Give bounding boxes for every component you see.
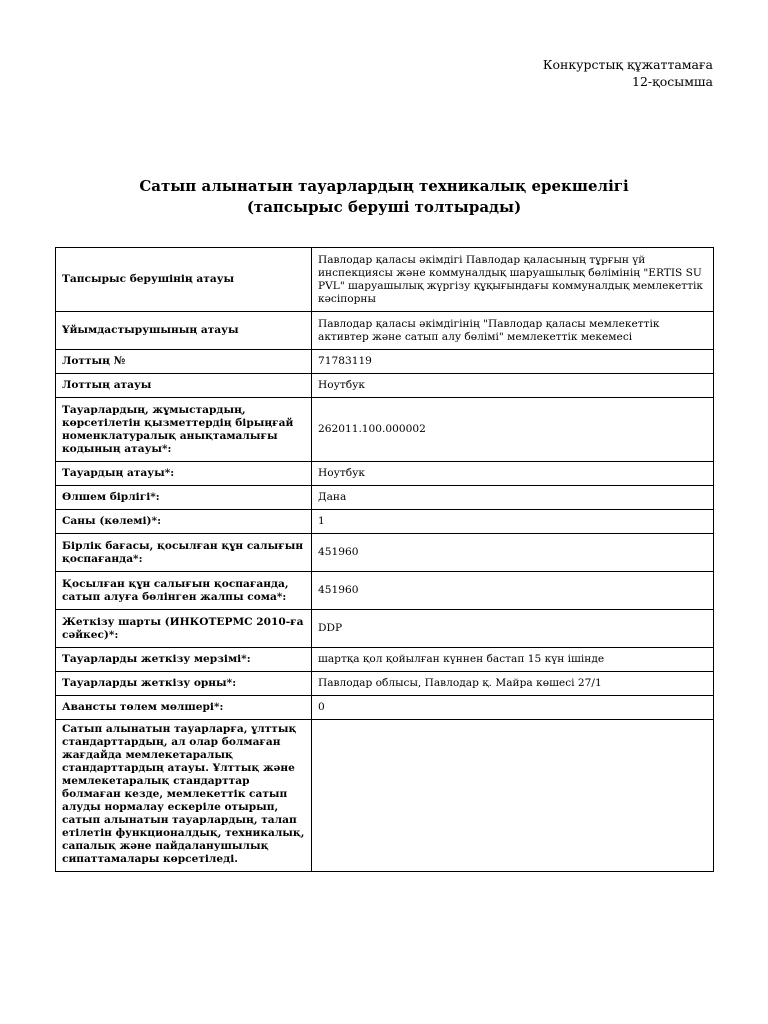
row-label: Саны (көлемі)*: [56, 510, 312, 534]
row-label: Бірлік бағасы, қосылған құн салығын қоспағанда*: [56, 534, 312, 572]
table-row [56, 350, 714, 374]
row-value: 1 [312, 510, 714, 534]
table-row [56, 572, 714, 610]
row-label: Тауардың атауы*: [56, 462, 312, 486]
row-label: Өлшем бірлігі*: [56, 486, 312, 510]
table-row [56, 462, 714, 486]
annex-line-1: Конкурстық құжаттамаға [542, 57, 713, 72]
table-row [56, 312, 714, 350]
row-label: Тауарлардың, жұмыстардың, көрсетілетін қызметтердің бірыңғай номенклатуралық анықтамалығы кодының атауы*: [56, 398, 312, 462]
row-value: Ноутбук [312, 374, 714, 398]
row-value: Дана [312, 486, 714, 510]
row-label: Тауарларды жеткізу орны*: [56, 672, 312, 696]
table-row [56, 486, 714, 510]
row-label: Сатып алынатын тауарларға, ұлттық стандарттардың, ал олар болмаған жағдайда мемлекетаралық стандарттардың атауы. Ұлттық және мемлекетаралық стандарттар болмаған кезде, мемлекеттік сатып алуды нормалау ескеріле отырып, сатып алынатын тауарлардың, талап етілетін функционалдық, техникалық, сапалық және пайдаланушылық сипаттамалары көрсетіледі. [56, 720, 312, 872]
document-title [0, 176, 768, 218]
annex-line-2: 12-қосымша [632, 74, 713, 89]
row-label: Авансты төлем мөлшері*: [56, 696, 312, 720]
table-row [56, 534, 714, 572]
table-row [56, 398, 714, 462]
title-line-2: (тапсырыс беруші толтырады) [246, 198, 522, 216]
table-row [56, 610, 714, 648]
row-value: 262011.100.000002 [312, 398, 714, 462]
row-value: Павлодар қаласы әкімдігінің "Павлодар қаласы мемлекеттік активтер және сатып алу бөлімі" мемлекеттік мекемесі [312, 312, 714, 350]
row-label: Ұйымдастырушының атауы [56, 312, 312, 350]
row-value: 0 [312, 696, 714, 720]
row-value: Павлодар қаласы әкімдігі Павлодар қаласының тұрғын үй инспекциясы және коммуналдық шаруашылық бөлімінің "ERTIS SU PVL" шаруашылық жүргізу құқығындағы коммуналдық мемлекеттік кәсіпорны [312, 248, 714, 312]
table-row [56, 696, 714, 720]
table-row [56, 374, 714, 398]
annex-note [543, 56, 713, 90]
table-row [56, 510, 714, 534]
row-value: Павлодар облысы, Павлодар қ. Майра көшесі 27/1 [312, 672, 714, 696]
row-label: Лоттың № [56, 350, 312, 374]
row-value: 451960 [312, 572, 714, 610]
row-value: DDP [312, 610, 714, 648]
row-value: 451960 [312, 534, 714, 572]
row-label: Тауарларды жеткізу мерзімі*: [56, 648, 312, 672]
table-row [56, 672, 714, 696]
table-row [56, 248, 714, 312]
specification-table [55, 247, 714, 872]
table-row [56, 720, 714, 872]
row-value [312, 720, 714, 872]
row-value: Ноутбук [312, 462, 714, 486]
title-line-1: Сатып алынатын тауарлардың техникалық ерекшелігі [139, 177, 629, 195]
row-label: Тапсырыс берушінің атауы [56, 248, 312, 312]
row-value: шартқа қол қойылған күннен бастап 15 күн ішінде [312, 648, 714, 672]
row-label: Жеткізу шарты (ИНКОТЕРМС 2010-ға сәйкес)*: [56, 610, 312, 648]
row-label: Лоттың атауы [56, 374, 312, 398]
table-row [56, 648, 714, 672]
row-value: 71783119 [312, 350, 714, 374]
row-label: Қосылған құн салығын қоспағанда, сатып алуға бөлінген жалпы сома*: [56, 572, 312, 610]
